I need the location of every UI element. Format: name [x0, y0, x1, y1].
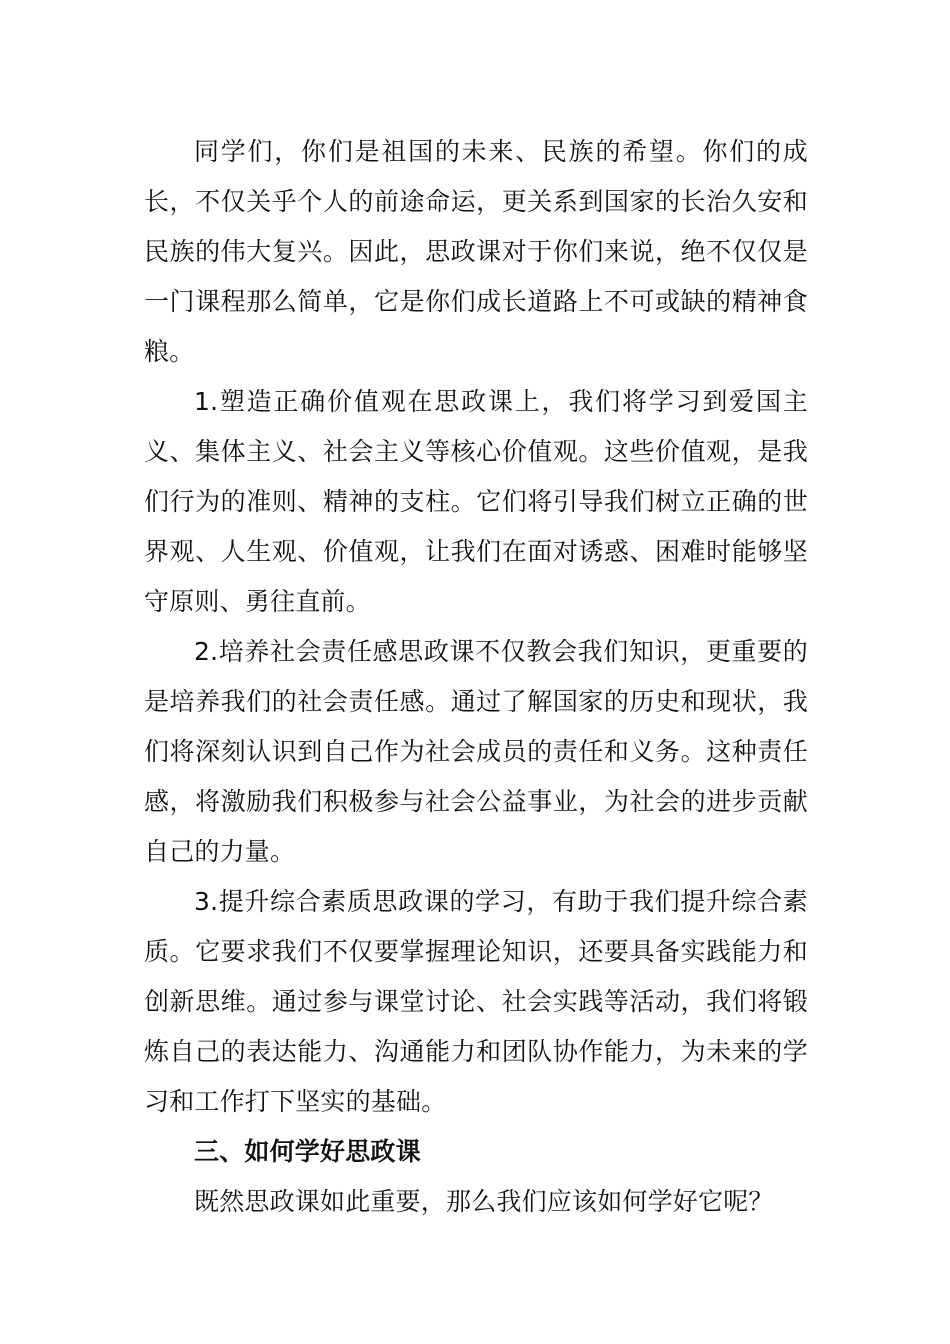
paragraph-quality: 3.提升综合素质思政课的学习，有助于我们提升综合素质。它要求我们不仅要掌握理论知识，还要具备实践能力和创新思维。通过参与课堂讨论、社会实践等活动，我们将锻炼自己的表达能力、沟通能力和团队协作能力，为未来的学习和工作打下坚实的基础。: [144, 887, 808, 1116]
paragraph-closing: 既然思政课如此重要，那么我们应该如何学好它呢？: [194, 1187, 774, 1216]
section-heading: 三、如何学好思政课: [194, 1137, 421, 1166]
paragraph-responsibility: 2.培养社会责任感思政课不仅教会我们知识，更重要的是培养我们的社会责任感。通过了解国家的历史和现状，我们将深刻认识到自己作为社会成员的责任和义务。这种责任感，将激励我们积极参与社会公益事业，为社会的进步贡献自己的力量。: [144, 637, 808, 866]
paragraph-intro: 同学们，你们是祖国的未来、民族的希望。你们的成长，不仅关乎个人的前途命运，更关系到国家的长治久安和民族的伟大复兴。因此，思政课对于你们来说，绝不仅仅是一门课程那么简单，它是你们成长道路上不可或缺的精神食粮。: [144, 137, 808, 366]
document-body: [144, 127, 808, 1227]
paragraph-values: 1.塑造正确价值观在思政课上，我们将学习到爱国主义、集体主义、社会主义等核心价值观。这些价值观，是我们行为的准则、精神的支柱。它们将引导我们树立正确的世界观、人生观、价值观，让我们在面对诱惑、困难时能够坚守原则、勇往直前。: [144, 387, 808, 616]
